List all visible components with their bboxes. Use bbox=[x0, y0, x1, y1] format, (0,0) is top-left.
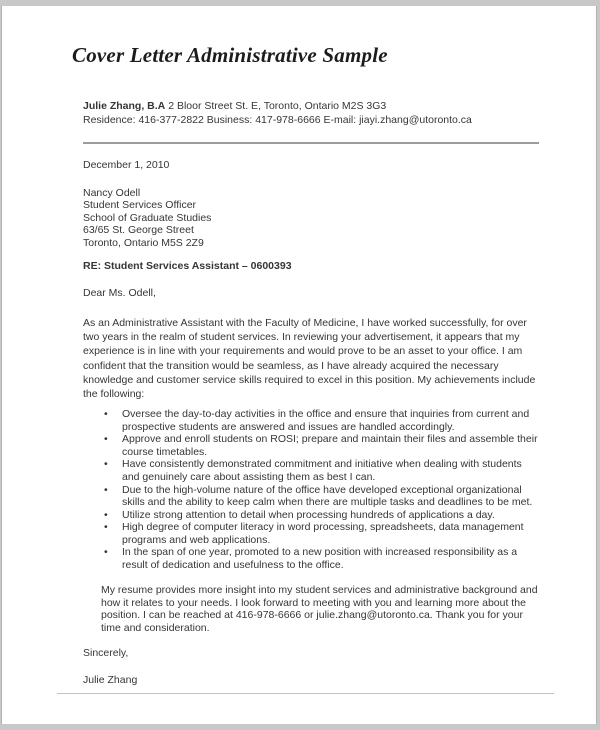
bullet-icon: • bbox=[104, 521, 108, 534]
page-title: Cover Letter Administrative Sample bbox=[72, 43, 388, 67]
closing-paragraph: My resume provides more insight into my student services and administrative background and how it relates to your needs. I look forward to meeting with you and learning more about the position. I can be reached at 416-978-6666 or julie.zhang@utoronto.ca. Thank you for your time and consideration. bbox=[101, 584, 538, 634]
achievement-item bbox=[83, 521, 539, 546]
achievement-text: Oversee the day-to-day activities in the office and ensure that inquiries from current and prospective students are answered and issues are handled accordingly. bbox=[122, 408, 530, 433]
sender-street-address: 2 Bloor Street St. E, Toronto, Ontario M2S 3G3 bbox=[168, 100, 387, 112]
header-divider bbox=[83, 142, 539, 144]
date-line: December 1, 2010 bbox=[83, 159, 170, 171]
achievement-text: Have consistently demonstrated commitment and initiative when dealing with students and genuinely care about assisting them as best I can. bbox=[122, 458, 522, 483]
bullet-icon: • bbox=[104, 508, 108, 521]
footer-divider bbox=[57, 693, 554, 694]
achievement-text: Due to the high-volume nature of the office have developed exceptional organizational skills and the ability to keep calm when there are multiple tasks and deadlines to be met. bbox=[122, 483, 533, 509]
recipient-city: Toronto, Ontario M5S 2Z9 bbox=[83, 236, 204, 249]
valediction: Sincerely, bbox=[83, 646, 129, 659]
signature-name: Julie Zhang bbox=[83, 674, 138, 687]
achievement-item bbox=[83, 408, 539, 433]
bullet-icon: • bbox=[104, 433, 108, 446]
achievement-item bbox=[83, 546, 539, 571]
achievement-text: In the span of one year, promoted to a new position with increased responsibility as a result of dedication and usefulness to the office. bbox=[122, 546, 518, 571]
achievement-item bbox=[83, 458, 539, 483]
salutation: Dear Ms. Odell, bbox=[83, 286, 156, 299]
achievement-item bbox=[83, 509, 539, 522]
cover-letter-page bbox=[1, 6, 597, 724]
achievement-item bbox=[83, 433, 539, 458]
achievement-text: Approve and enroll students on ROSI; prepare and maintain their files and assemble their course timetables. bbox=[122, 433, 538, 458]
sender-phone-email-line: Residence: 416-377-2822 Business: 417-978-6666 E-mail: jiayi.zhang@utoronto.ca bbox=[83, 114, 472, 126]
recipient-title: Student Services Officer bbox=[83, 199, 197, 211]
sender-contact-block bbox=[83, 99, 539, 127]
sender-address-line bbox=[83, 99, 539, 113]
achievement-text: High degree of computer literacy in word processing, spreadsheets, data management programs and web applications. bbox=[122, 521, 524, 546]
intro-paragraph: As an Administrative Assistant with the Faculty of Medicine, I have worked successfully, for over two years in the realm of student services. In reviewing your advertisement, it appears that my experience is in line with your requirements and would prove to be an asset to your office. I am confident that the transition would be seamless, as I have already acquired the necessary knowledge and customer service skills required to excel in this position. My achievements include the following: bbox=[83, 317, 536, 401]
achievement-text: Utilize strong attention to detail when processing hundreds of applications a day. bbox=[122, 508, 495, 521]
sender-name: Julie Zhang, B.A bbox=[83, 100, 166, 112]
achievements-list bbox=[83, 408, 539, 571]
bullet-icon: • bbox=[104, 483, 108, 496]
recipient-address-block bbox=[83, 187, 539, 250]
bullet-icon: • bbox=[104, 546, 108, 559]
recipient-street: 63/65 St. George Street bbox=[83, 224, 194, 236]
achievement-item bbox=[83, 484, 539, 509]
recipient-name: Nancy Odell bbox=[83, 186, 141, 199]
recipient-department: School of Graduate Studies bbox=[83, 211, 212, 224]
bullet-icon: • bbox=[104, 458, 108, 471]
bullet-icon: • bbox=[104, 408, 108, 421]
subject-line: RE: Student Services Assistant – 0600393 bbox=[83, 260, 292, 272]
